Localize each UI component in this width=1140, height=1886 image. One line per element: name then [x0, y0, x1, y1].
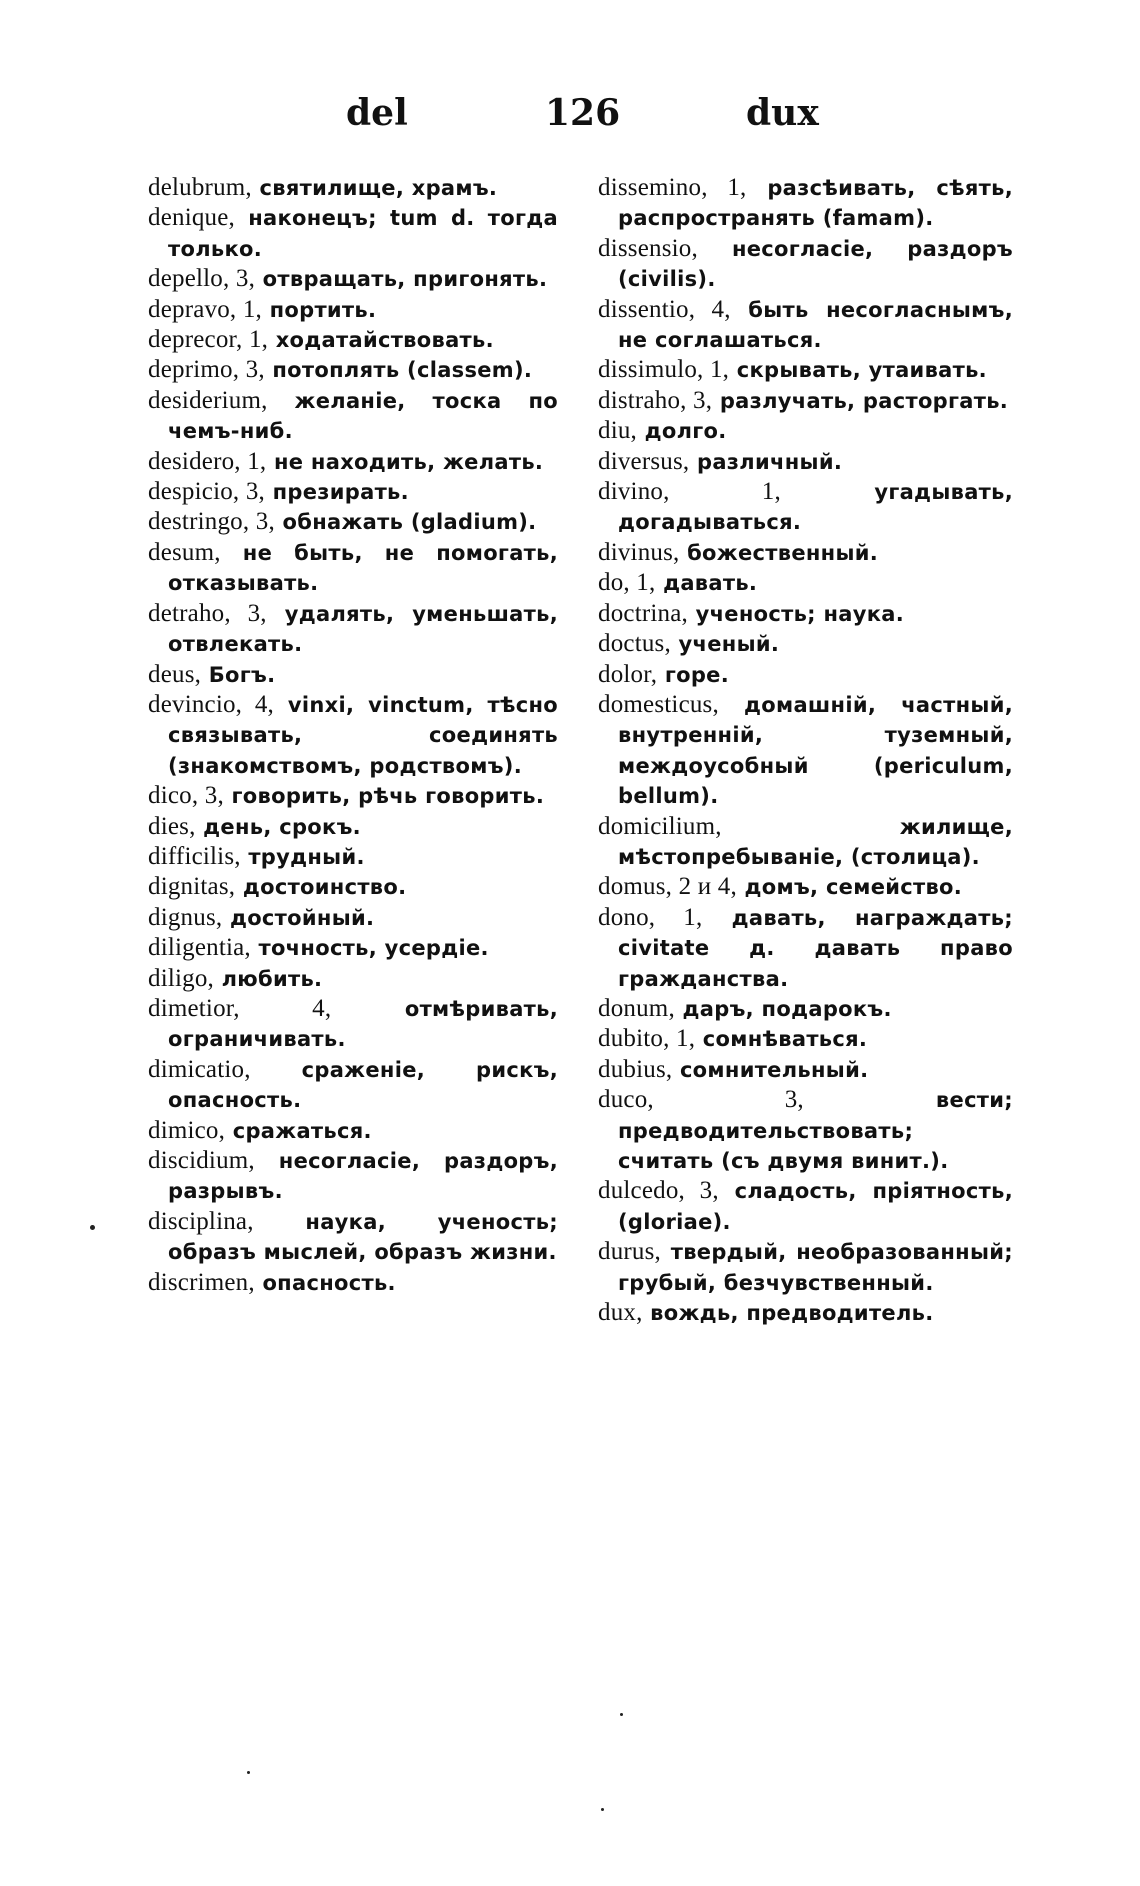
dictionary-entry: [598, 1055, 1013, 1085]
dictionary-entry: [148, 173, 558, 203]
dictionary-entry: [148, 599, 558, 660]
entry-gloss: трудный.: [240, 844, 365, 869]
entry-lemma: durus,: [598, 1238, 662, 1266]
entry-lemma: distraho, 3,: [598, 386, 713, 414]
entry-lemma: dimico,: [148, 1116, 226, 1144]
entry-gloss: удалять, уменьшать, отвлекать.: [168, 601, 558, 657]
right-column: [598, 173, 1013, 1328]
entry-gloss: сраженіе, рискъ, опасность.: [168, 1057, 558, 1113]
entry-gloss: различный.: [689, 449, 843, 474]
entry-lemma: diu,: [598, 417, 637, 445]
entry-gloss: достоинство.: [235, 875, 407, 900]
header-first-word: del: [346, 92, 408, 134]
entry-gloss: святилище, храмъ.: [251, 176, 498, 200]
entry-gloss: угадывать, догадываться.: [618, 480, 1013, 535]
entry-lemma: deus,: [148, 660, 202, 688]
dictionary-entry: [148, 660, 558, 690]
entry-lemma: dolor,: [598, 660, 658, 688]
entry-lemma: discrimen,: [148, 1268, 255, 1296]
entry-lemma: domus, 2 и 4,: [598, 873, 737, 901]
dictionary-entry: [148, 264, 558, 294]
entry-lemma: dies,: [148, 812, 196, 840]
dictionary-entry: [148, 1146, 558, 1207]
entry-gloss: Богъ.: [201, 662, 276, 687]
dictionary-entry: [148, 386, 558, 447]
entry-lemma: divino, 1,: [598, 478, 781, 506]
entry-gloss: опасность.: [254, 1270, 396, 1295]
dictionary-entry: [598, 295, 1013, 356]
entry-gloss: скрывать, утаивать.: [729, 358, 987, 383]
entry-lemma: dignitas,: [148, 873, 236, 901]
dictionary-entry: [598, 1237, 1013, 1298]
entry-gloss: потоплять (classem).: [264, 358, 533, 383]
entry-lemma: diligentia,: [148, 934, 251, 962]
entry-gloss: вести; предводительствовать; считать (съ двумя винит.).: [618, 1088, 1013, 1173]
entry-gloss: горе.: [657, 662, 729, 687]
entry-lemma: dissemino, 1,: [598, 174, 747, 201]
entry-lemma: dissensio,: [598, 234, 698, 262]
scan-speck: [247, 1771, 250, 1774]
entry-gloss: вождь, предводитель.: [642, 1301, 934, 1326]
dictionary-entry: [598, 599, 1013, 629]
entry-gloss: быть несогласнымъ, не соглашаться.: [618, 297, 1013, 353]
entry-gloss: божественный.: [679, 540, 879, 565]
scan-speck: [620, 1713, 623, 1716]
dictionary-entry: [598, 903, 1013, 994]
entry-lemma: depravo, 1,: [148, 295, 262, 323]
dictionary-entry: [598, 872, 1013, 902]
dictionary-entry: [148, 1055, 558, 1116]
entry-gloss: давать.: [655, 571, 758, 596]
dictionary-entry: [598, 994, 1013, 1024]
dictionary-entry: [598, 355, 1013, 385]
dictionary-entry: [598, 538, 1013, 568]
entry-gloss: точность, усердіе.: [250, 936, 489, 961]
dictionary-entry: [598, 1298, 1013, 1328]
entry-lemma: donum,: [598, 994, 675, 1022]
entry-lemma: devincio, 4,: [148, 690, 274, 718]
entry-gloss: несогласіе, раздоръ (civilis).: [618, 236, 1013, 292]
entry-lemma: dimetior, 4,: [148, 994, 332, 1022]
dictionary-entry: [148, 842, 558, 872]
dictionary-entry: [598, 629, 1013, 659]
dictionary-entry: [598, 660, 1013, 690]
entry-gloss: говорить, рѣчь говорить.: [223, 784, 545, 809]
entry-lemma: deprecor, 1,: [148, 326, 269, 354]
entry-lemma: dignus,: [148, 903, 223, 931]
dictionary-entry: [598, 812, 1013, 873]
left-column: [148, 173, 558, 1298]
dictionary-entry: [148, 994, 558, 1055]
dictionary-entry: [148, 325, 558, 355]
entry-lemma: dimicatio,: [148, 1055, 251, 1083]
entry-gloss: твердый, необразованный; грубый, безчувственный.: [618, 1240, 1013, 1295]
entry-gloss: не находить, желать.: [266, 449, 544, 474]
entry-lemma: dissimulo, 1,: [598, 356, 730, 384]
entry-lemma: deprimo, 3,: [148, 356, 265, 384]
entry-lemma: doctus,: [598, 630, 671, 658]
page-number: 126: [545, 92, 621, 134]
entry-gloss: наука, ученость; образъ мыслей, образъ жизни.: [168, 1209, 558, 1265]
entry-gloss: даръ, подарокъ.: [674, 996, 892, 1021]
entry-gloss: отвращать, пригонять.: [255, 267, 548, 292]
entry-gloss: любить.: [214, 966, 323, 991]
entry-lemma: domesticus,: [598, 690, 719, 718]
entry-lemma: detraho, 3,: [148, 599, 267, 627]
entry-lemma: disciplina,: [148, 1207, 254, 1235]
entry-lemma: do, 1,: [598, 569, 656, 597]
dictionary-entry: [148, 447, 558, 477]
dictionary-entry: [598, 1176, 1013, 1237]
entry-gloss: день, срокъ.: [195, 814, 361, 839]
dictionary-entry: [598, 477, 1013, 538]
entry-lemma: duco, 3,: [598, 1086, 804, 1114]
dictionary-entry: [148, 1268, 558, 1298]
dictionary-entry: [148, 1116, 558, 1146]
entry-gloss: жилище, мѣстопребываніе, (столица).: [618, 814, 1013, 869]
dictionary-entry: [598, 1024, 1013, 1054]
dictionary-entry: [598, 447, 1013, 477]
entry-lemma: dubito, 1,: [598, 1025, 696, 1053]
running-header: [0, 88, 1140, 138]
entry-gloss: отмѣривать, ограничивать.: [168, 996, 558, 1052]
entry-gloss: презирать.: [264, 480, 409, 505]
entry-lemma: desiderium,: [148, 386, 268, 414]
entry-gloss: сладость, пріятность, (gloriae).: [618, 1179, 1013, 1234]
entry-lemma: desidero, 1,: [148, 447, 267, 475]
entry-gloss: домашній, частный, внутренній, туземный, междоусобный (periculum, bellum).: [618, 692, 1013, 809]
dictionary-entry: [148, 812, 558, 842]
entry-lemma: dux,: [598, 1299, 643, 1327]
dictionary-entry: [148, 781, 558, 811]
entry-gloss: разлучать, расторгать.: [712, 388, 1009, 413]
entry-lemma: difficilis,: [148, 842, 241, 870]
dictionary-entry: [148, 1207, 558, 1268]
dictionary-entry: [598, 386, 1013, 416]
entry-gloss: не быть, не помогать, отказывать.: [168, 540, 558, 596]
entry-gloss: ученость; наука.: [687, 601, 905, 626]
dictionary-entry: [598, 173, 1013, 234]
dictionary-entry: [598, 568, 1013, 598]
entry-gloss: сомнѣваться.: [695, 1027, 868, 1052]
dictionary-entry: [598, 234, 1013, 295]
entry-gloss: ученый.: [670, 632, 780, 657]
entry-gloss: домъ, семейство.: [736, 875, 963, 900]
entry-lemma: dico, 3,: [148, 782, 224, 810]
entry-gloss: несогласіе, раздоръ, разрывъ.: [168, 1149, 558, 1204]
entry-gloss: vinxi, vinctum, тѣсно связывать, соединять (знакомствомъ, родствомъ).: [168, 692, 559, 778]
entry-gloss: достойный.: [222, 905, 375, 930]
entry-lemma: destringo, 3,: [148, 508, 275, 536]
entry-gloss: сомнительный.: [672, 1057, 869, 1082]
dictionary-entry: [148, 933, 558, 963]
entry-gloss: обнажать (gladium).: [274, 510, 537, 535]
entry-lemma: dono, 1,: [598, 903, 703, 931]
dictionary-entry: [148, 477, 558, 507]
dictionary-entry: [148, 355, 558, 385]
entry-gloss: наконецъ; tum d. тогда только.: [168, 206, 558, 261]
dictionary-entry: [598, 416, 1013, 446]
entry-lemma: doctrina,: [598, 599, 688, 627]
entry-lemma: depello, 3,: [148, 265, 256, 293]
entry-lemma: despicio, 3,: [148, 478, 265, 506]
dictionary-entry: [148, 295, 558, 325]
entry-lemma: diligo,: [148, 964, 214, 992]
header-last-word: dux: [746, 92, 819, 134]
dictionary-entry: [148, 203, 558, 264]
dictionary-entry: [148, 872, 558, 902]
entry-lemma: diversus,: [598, 447, 690, 475]
entry-lemma: dissentio, 4,: [598, 295, 731, 323]
entry-gloss: давать, награждать; civitate д. давать право гражданства.: [618, 905, 1014, 991]
scan-speck: [90, 1225, 95, 1230]
dictionary-entry: [148, 538, 558, 599]
dictionary-entry: [148, 964, 558, 994]
dictionary-entry: [598, 690, 1013, 812]
dictionary-entry: [148, 903, 558, 933]
entry-gloss: долго.: [637, 419, 727, 444]
entry-gloss: портить.: [261, 297, 377, 322]
entry-gloss: сражаться.: [225, 1118, 372, 1143]
dictionary-entry: [148, 507, 558, 537]
entry-lemma: denique,: [148, 204, 235, 232]
entry-lemma: dubius,: [598, 1055, 673, 1083]
entry-lemma: divinus,: [598, 538, 680, 566]
entry-gloss: разсѣивать, сѣять, распространять (famam).: [618, 176, 1013, 231]
entry-lemma: dulcedo, 3,: [598, 1177, 719, 1205]
entry-lemma: domicilium,: [598, 812, 722, 840]
entry-gloss: ходатайствовать.: [268, 328, 494, 353]
dictionary-entry: [148, 690, 558, 781]
entry-gloss: желаніе, тоска по чемъ-ниб.: [168, 388, 558, 444]
entry-lemma: delubrum,: [148, 174, 252, 201]
scan-speck: [601, 1808, 604, 1811]
entry-lemma: desum,: [148, 538, 221, 566]
entry-lemma: discidium,: [148, 1147, 255, 1174]
dictionary-entry: [598, 1085, 1013, 1176]
